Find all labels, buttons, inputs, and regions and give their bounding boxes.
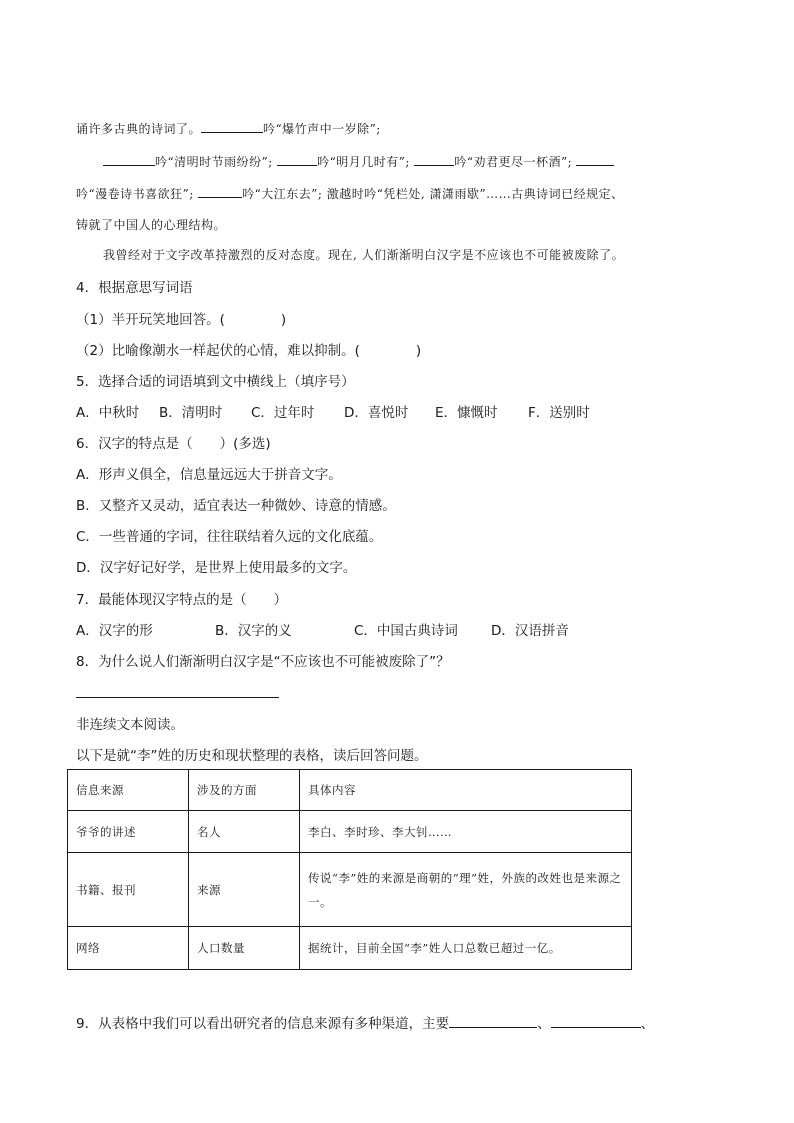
question-text: （2）比喻像潮水一样起伏的心情，难以抑制。(	[76, 343, 360, 359]
option-e[interactable]: E．慷慨时	[435, 405, 498, 421]
table-header-cell: 涉及的方面	[189, 770, 300, 811]
passage-line-4: 铸就了中国人的心理结构。	[76, 218, 227, 232]
question-text: )	[415, 343, 422, 359]
option-a[interactable]: A．汉字的形	[76, 623, 153, 639]
option-c[interactable]: C．中国古典诗词	[354, 623, 458, 639]
table-cell: 网络	[68, 927, 189, 970]
fill-blank[interactable]	[551, 1015, 641, 1028]
fill-blank[interactable]	[414, 153, 454, 166]
question-4-item-2	[76, 339, 724, 359]
table-cell: 人口数量	[189, 927, 300, 970]
passage-text: 吟“大江东去”; 激越时吟“凭栏处, 潇潇雨歇”……古典诗词已经规定、	[242, 187, 624, 201]
fill-blank[interactable]	[201, 120, 263, 133]
option-a[interactable]: A．形声义俱全，信息量远远大于拼音文字。	[76, 467, 342, 483]
passage-line-5: 我曾经对于文字改革持激烈的反对态度。现在, 人们渐渐明白汉字是不应该也不可能被废除了。	[103, 248, 625, 262]
table-header-cell: 信息来源	[68, 770, 189, 811]
table-cell: 传说“李”姓的来源是商朝的“理”姓，外族的改姓也是来源之一。	[300, 853, 632, 927]
option-b[interactable]: B．清明时	[159, 405, 223, 421]
passage-text: 吟“明月几时有”;	[317, 155, 410, 169]
passage-line-1	[76, 120, 724, 137]
question-text: 9．从表格中我们可以看出研究者的信息来源有多种渠道，主要	[76, 1016, 450, 1032]
section-intro: 以下是就“李”姓的历史和现状整理的表格，读后回答问题。	[76, 748, 428, 764]
option-d[interactable]: D．汉语拼音	[491, 623, 569, 639]
question-6-title: 6．汉字的特点是（ ）(多选)	[76, 436, 271, 452]
passage-text: 吟“漫卷诗书喜欲狂”;	[76, 187, 194, 201]
table-row	[68, 927, 632, 970]
question-7-title: 7．最能体现汉字特点的是（ ）	[76, 592, 288, 608]
question-text: （1）半开玩笑地回答。(	[76, 312, 225, 328]
passage-text: 诵许多古典的诗词了。	[76, 122, 202, 136]
question-text: )	[280, 312, 287, 328]
question-5-options	[76, 401, 724, 421]
separator: 、	[537, 1016, 551, 1032]
question-5-title: 5．选择合适的词语填到文中横线上（填序号）	[76, 374, 355, 390]
separator: 、	[640, 1016, 655, 1032]
table-header-cell: 具体内容	[300, 770, 632, 811]
section-heading: 非连续文本阅读。	[76, 717, 184, 733]
table-row	[68, 853, 632, 927]
question-8-title: 8．为什么说人们渐渐明白汉字是“不应该也不可能被废除了”？	[76, 654, 450, 670]
passage-text: 吟“清明时节雨纷纷”;	[155, 155, 273, 169]
info-table	[67, 769, 632, 970]
fill-blank[interactable]	[449, 1015, 537, 1028]
passage-line-2	[103, 153, 724, 170]
table-cell: 据统计，目前全国“李”姓人口总数已超过一亿。	[300, 927, 632, 970]
question-7-options	[76, 619, 724, 639]
table-cell: 书籍、报刊	[68, 853, 189, 927]
passage-text: 吟“爆竹声中一岁除”;	[263, 122, 381, 136]
option-b[interactable]: B．汉字的义	[215, 623, 292, 639]
option-c[interactable]: C．过年时	[251, 405, 315, 421]
fill-blank[interactable]	[576, 153, 614, 166]
option-a[interactable]: A．中秋时	[76, 405, 140, 421]
option-d[interactable]: D．喜悦时	[344, 405, 409, 421]
fill-blank[interactable]	[277, 153, 317, 166]
question-4-item-1	[76, 308, 724, 328]
fill-blank[interactable]	[103, 153, 155, 166]
fill-blank[interactable]	[198, 185, 242, 198]
table-header-row	[68, 770, 632, 811]
option-b[interactable]: B．又整齐又灵动，适宜表达一种微妙、诗意的情感。	[76, 498, 396, 514]
passage-text: 吟“劝君更尽一杯酒”;	[454, 155, 573, 169]
passage-line-3	[76, 185, 724, 202]
table-cell: 名人	[189, 811, 300, 853]
option-d[interactable]: D．汉字好记好学，是世界上使用最多的文字。	[76, 560, 357, 576]
question-4-title: 4．根据意思写词语	[76, 280, 193, 296]
table-cell: 爷爷的讲述	[68, 811, 189, 853]
table-row	[68, 811, 632, 853]
option-f[interactable]: F．送别时	[528, 405, 590, 421]
table-cell: 来源	[189, 853, 300, 927]
question-9	[76, 1012, 724, 1032]
option-c[interactable]: C．一些普通的字词，往往联结着久远的文化底蕴。	[76, 529, 383, 545]
table-cell: 李白、李时珍、李大钊……	[300, 811, 632, 853]
answer-line[interactable]	[76, 697, 279, 698]
